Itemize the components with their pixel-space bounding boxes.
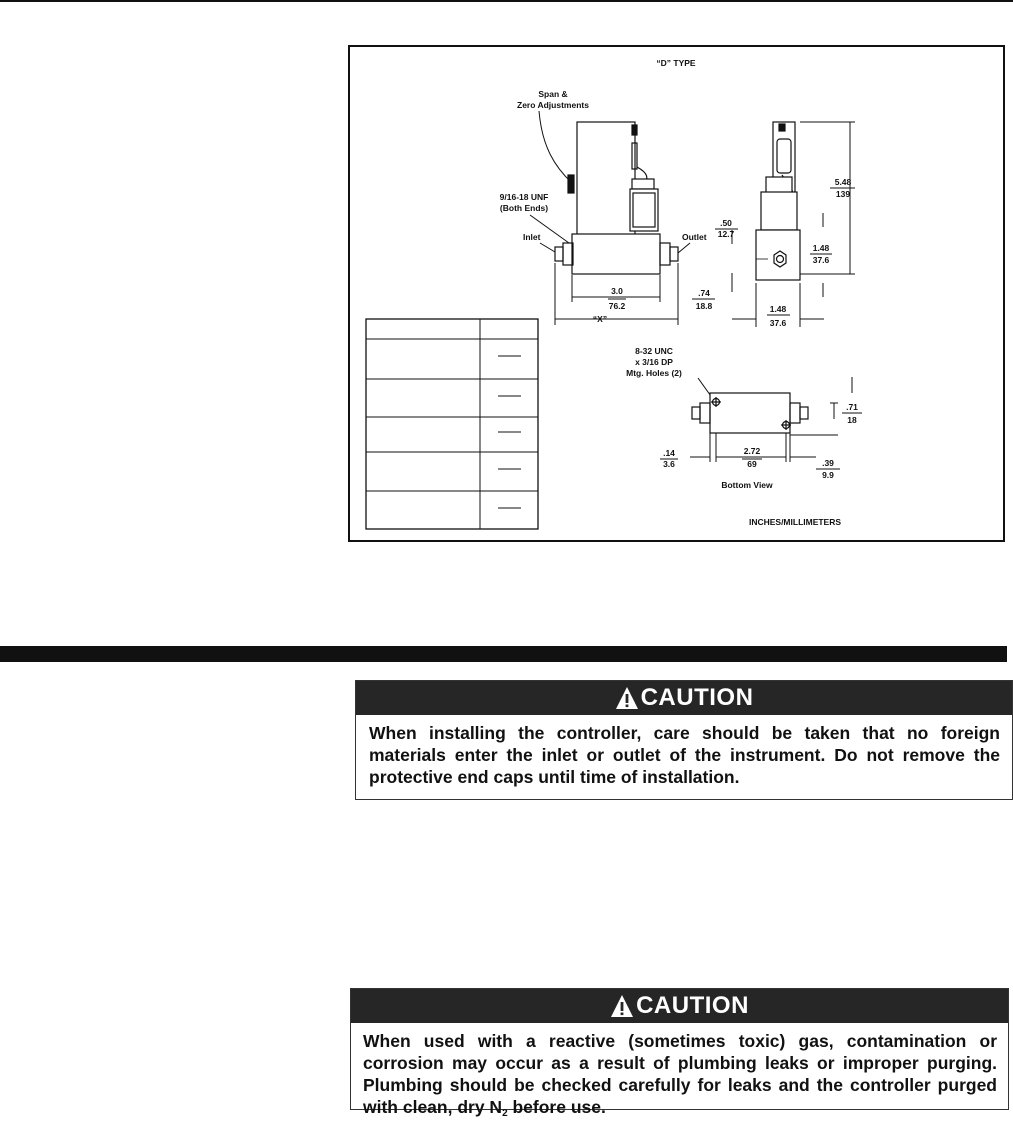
- section-divider: [0, 646, 1007, 662]
- mounting-label-3: Mtg. Holes (2): [626, 368, 682, 378]
- hole-offset-y-mm: 18: [847, 415, 857, 425]
- front-view: [555, 122, 678, 274]
- block-height-in: 1.48: [812, 243, 830, 253]
- thread-label-2: (Both Ends): [499, 203, 549, 213]
- caution-header: [356, 681, 1012, 715]
- bottom-view: [692, 393, 808, 433]
- hole-spacing-in: 2.72: [743, 446, 761, 456]
- adjustments-label-1: Span &: [538, 89, 568, 99]
- caution-box-installation: [355, 680, 1013, 800]
- mounting-label-2: x 3/16 DP: [635, 357, 673, 367]
- hole-offset-x-mm: 9.9: [822, 470, 834, 480]
- total-height-in: 5.48: [834, 177, 852, 187]
- adjustments-leader: [539, 111, 572, 183]
- caution-title: CAUTION: [640, 684, 754, 711]
- warning-triangle-icon: [610, 994, 634, 1018]
- caution-text-end: before use.: [507, 1097, 606, 1117]
- caution-text: When installing the controller, care should be taken that no foreign materials enter the inlet or outlet of the instrument. Do not remove the protective end caps until time of installation.: [369, 723, 1000, 787]
- caution-header: [351, 989, 1008, 1023]
- figure-title: “D” TYPE: [656, 58, 696, 68]
- block-width-mm: 37.6: [769, 318, 787, 328]
- total-height-mm: 139: [835, 189, 851, 199]
- dimension-drawing-figure: [348, 45, 1005, 542]
- inlet-leader: [540, 243, 555, 252]
- hole-offset-y-in: .71: [846, 402, 858, 412]
- adjustments-label-2: Zero Adjustments: [517, 100, 589, 110]
- outlet-leader: [678, 243, 690, 253]
- caution-text-main: When used with a reactive (sometimes toxic) gas, contamination or corrosion may occur as a result of plumbing leaks or improper purging. Plumbing should be checked carefully for leaks and the controller purged with clean, dry N: [363, 1031, 997, 1117]
- overall-length-label: “X”: [592, 314, 608, 324]
- inlet-label: Inlet: [523, 232, 541, 242]
- hole-offset-x-in: .39: [822, 458, 834, 468]
- bottom-view-label: Bottom View: [721, 480, 773, 490]
- units-label: INCHES/MILLIMETERS: [748, 517, 842, 527]
- port-height-in: .50: [720, 218, 732, 228]
- port-height-mm: 12.7: [717, 229, 735, 239]
- hole-spacing-mm: 69: [747, 459, 757, 469]
- caution-text: [351, 1023, 1008, 1118]
- block-width-in: 1.48: [769, 304, 787, 314]
- body-length-mm: 76.2: [608, 301, 626, 311]
- side-offset-mm: 18.8: [695, 301, 713, 311]
- body-length-in: 3.0: [611, 286, 623, 296]
- caution-box-reactive-gas: [350, 988, 1009, 1119]
- warning-triangle-icon: [615, 686, 639, 710]
- thread-label-1: 9/16-18 UNF: [499, 192, 549, 202]
- outlet-label: Outlet: [682, 232, 707, 242]
- option-table: [366, 319, 538, 529]
- end-offset-in: .14: [663, 448, 675, 458]
- mounting-label-1: 8-32 UNC: [635, 346, 673, 356]
- block-height-mm: 37.6: [812, 255, 830, 265]
- side-offset-in: .74: [698, 288, 710, 298]
- nitrogen-subscript: 2: [502, 1108, 508, 1119]
- dimension-drawing: [350, 47, 1003, 540]
- end-offset-mm: 3.6: [663, 459, 675, 469]
- caution-title: CAUTION: [636, 992, 749, 1019]
- side-view: [756, 122, 800, 280]
- top-rule: [0, 0, 1013, 2]
